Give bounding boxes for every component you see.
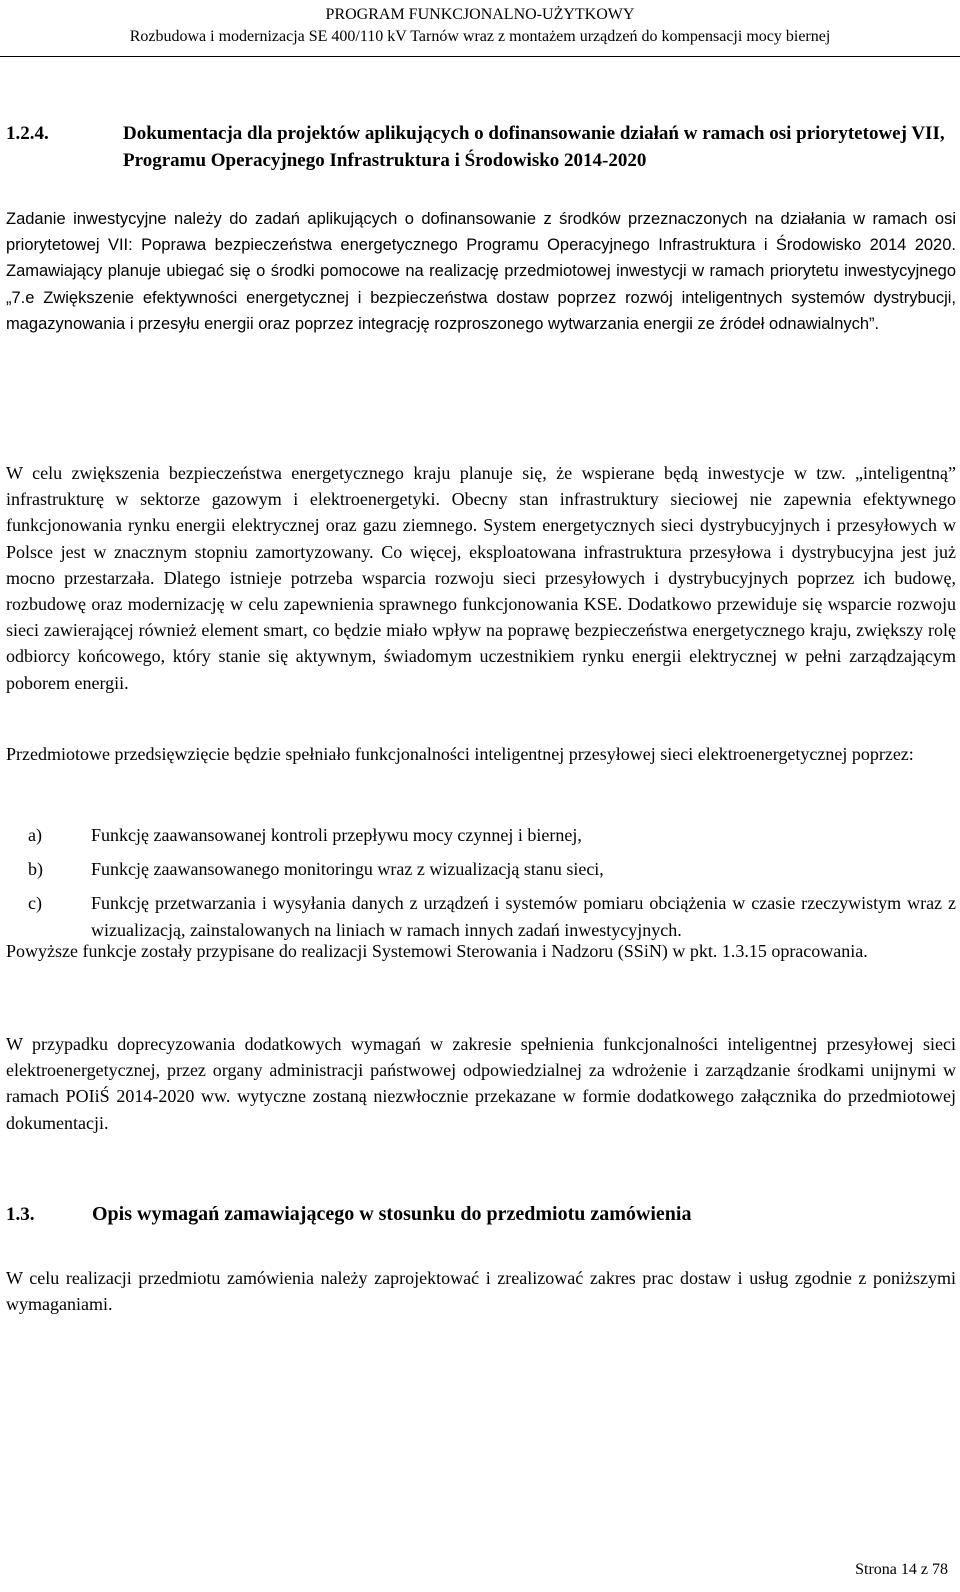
list-item	[6, 856, 956, 882]
paragraph-functionality-intro: Przedmiotowe przedsięwzięcie będzie spełniało funkcjonalności inteligentnej przesyłowej sieci elektroenergetycznej poprzez:	[6, 744, 914, 764]
section-title: Opis wymagań zamawiającego w stosunku do przedmiotu zamówienia	[92, 1203, 692, 1225]
functions-list	[6, 822, 956, 951]
list-item-text: Funkcję zaawansowanej kontroli przepływu mocy czynnej i biernej,	[91, 825, 582, 845]
header-divider	[0, 56, 960, 57]
paragraph-energy-security: W celu zwiększenia bezpieczeństwa energetycznego kraju planuje się, że wspierane będą inwestycje w tzw. „inteligentną” infrastrukturę w sektorze gazowym i elektroenergetyki. Obecny stan infrastruktury sieciowej nie zapewnia efektywnego funkcjonowania rynku energii elektrycznej oraz gazu ziemnego. System energetycznych sieci dystrybucyjnych i przesyłowych w Polsce jest w znacznym stopniu zamortyzowany. Co więcej, eksploatowana infrastruktura przesyłowa i dystrybucyjna jest już mocno przestarzała. Dlatego istnieje potrzeba wsparcia rozwoju sieci przesyłowych i dystrybucyjnych poprzez ich budowę, rozbudowę oraz modernizację w celu zapewnienia sprawnego funkcjonowania KSE. Dodatkowo przewiduje się wsparcie rozwoju sieci zawierającej również element smart, co będzie miało wpływ na poprawę bezpieczeństwa energetycznego kraju, zwiększy rolę odbiorcy końcowego, który stanie się aktywnym, świadomym uczestnikiem rynku energii elektrycznej w pełni zarządzającym poborem energii.	[6, 463, 956, 693]
list-item	[6, 822, 956, 848]
paragraph-additional-requirements: W przypadku doprecyzowania dodatkowych wymagań w zakresie spełnienia funkcjonalności inteligentnej przesyłowej sieci elektroenergetycznej, przez organy administracji państwowej odpowiedzialnej za wdrożenie i zarządzanie środkami unijnymi w ramach POIiŚ 2014-2020 ww. wytyczne zostaną niezwłocznie przekazane w formie dodatkowego załącznika do przedmiotowej dokumentacji.	[6, 1034, 956, 1133]
paragraph-ssin: Powyższe funkcje zostały przypisane do realizacji Systemowi Sterowania i Nadzoru (SSiN) w pkt. 1.3.15 opracowania.	[6, 941, 868, 961]
list-item-marker: a)	[28, 825, 42, 845]
section-number: 1.2.4.	[6, 123, 49, 144]
page-header	[0, 4, 960, 48]
list-item-marker: b)	[28, 859, 43, 880]
list-item-marker: c)	[28, 893, 42, 914]
list-item-text: Funkcję przetwarzania i wysyłania danych z urządzeń i systemów pomiaru obciążenia w czasie rzeczywistym wraz z wizualizacją, zainstalowanych na liniach w ramach innych zadań inwestycyjnych.	[91, 893, 956, 940]
section-title: Dokumentacja dla projektów aplikujących o dofinansowanie działań w ramach osi priorytetowej VII, Programu Operacyjnego Infrastruktura i Środowisko 2014-2020	[123, 123, 945, 171]
header-subtitle: Rozbudowa i modernizacja SE 400/110 kV Tarnów wraz z montażem urządzeń do kompensacji mocy biernej	[129, 28, 831, 45]
section-number: 1.3.	[6, 1204, 35, 1225]
list-item	[6, 890, 956, 942]
list-item-text: Funkcję zaawansowanego monitoringu wraz z wizualizacją stanu sieci,	[91, 859, 604, 880]
paragraph-funding: Zadanie inwestycyjne należy do zadań aplikujących o dofinansowanie z środków przeznaczonych na działania w ramach osi priorytetowej VII: Poprawa bezpieczeństwa energetycznego Programu Operacyjnego Infrastruktura i Środowisko 2014 2020. Zamawiający planuje ubiegać się o środki pomocowe na realizację przedmiotowej inwestycji w ramach priorytetu inwestycyjnego „7.e Zwiększenie efektywności energetycznej i bezpieczeństwa dostaw poprzez rozwój inteligentnych systemów dystrybucji, magazynowania i przesyłu energii oraz poprzez integrację rozproszonego wytwarzania energii ze źródeł odnawialnych”.	[6, 210, 956, 333]
page-number: Strona 14 z 78	[855, 1561, 948, 1578]
header-title: PROGRAM FUNKCJONALNO-UŻYTKOWY	[325, 6, 635, 23]
paragraph-scope: W celu realizacji przedmiotu zamówienia należy zaprojektować i zrealizować zakres prac dostaw i usług zgodnie z poniższymi wymaganiami.	[6, 1268, 956, 1315]
